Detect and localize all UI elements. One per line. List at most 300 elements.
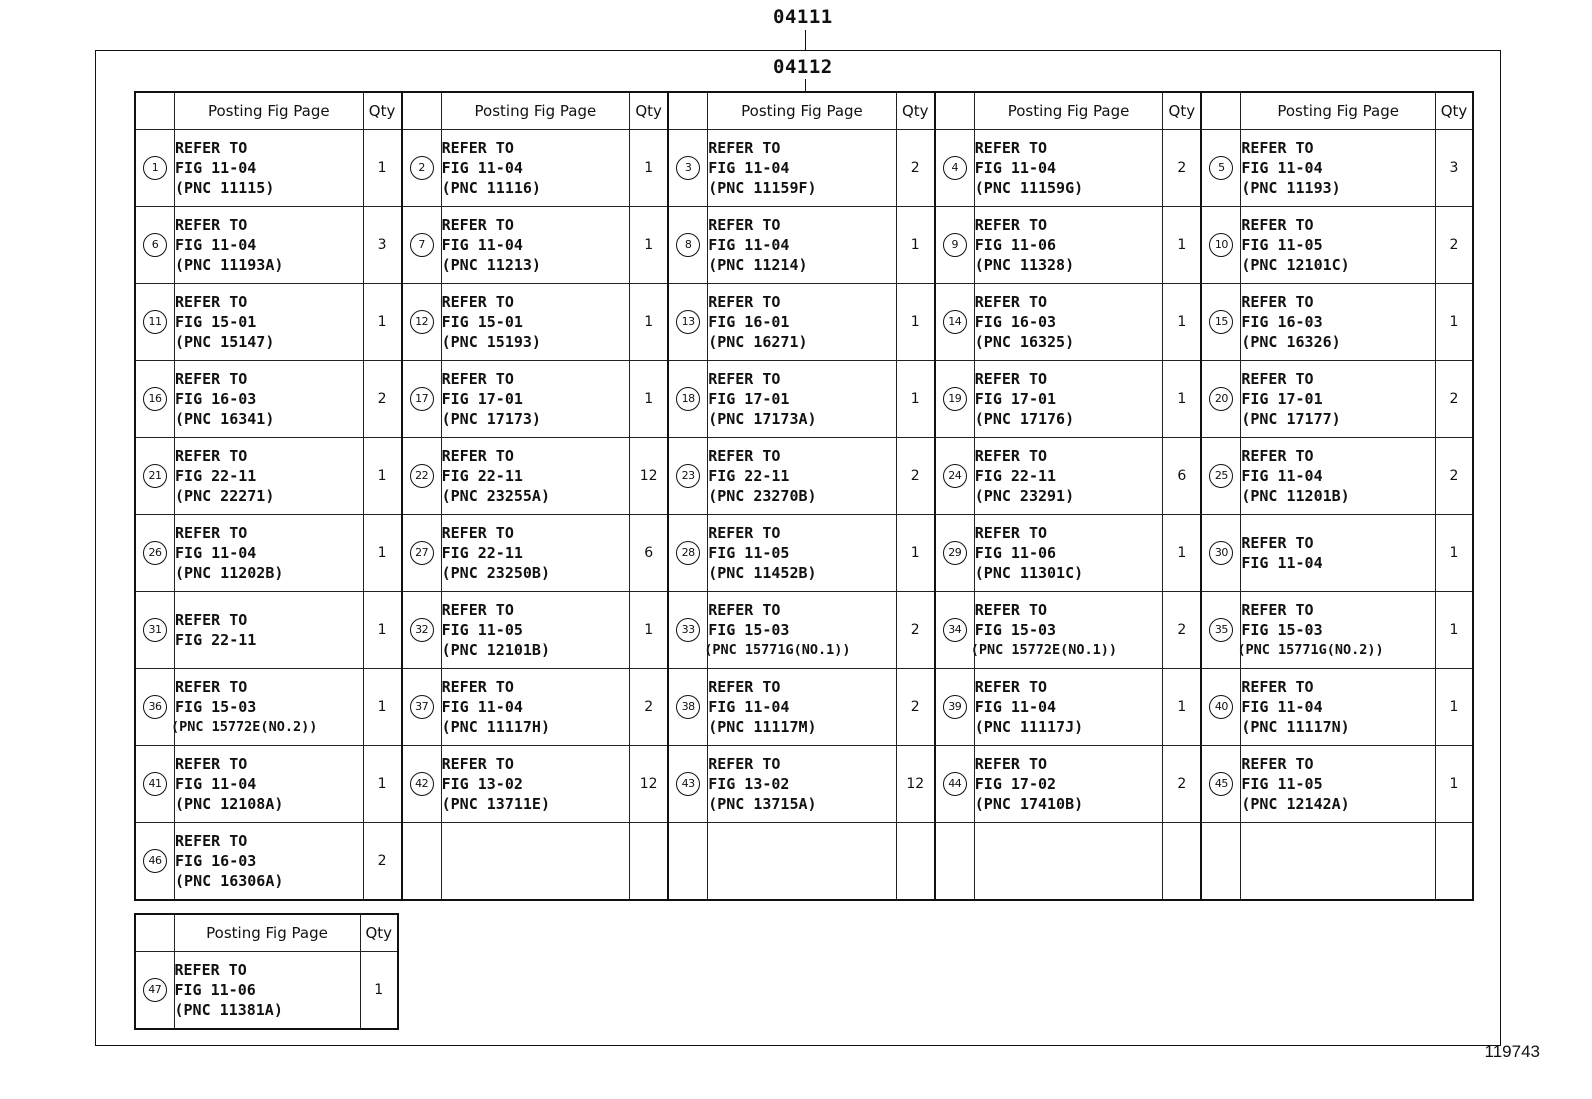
qty-value: 3 xyxy=(377,237,387,253)
qty-cell xyxy=(896,746,935,823)
qty-cell xyxy=(630,284,669,361)
posting-table-extra xyxy=(134,913,399,1030)
qty-value: 2 xyxy=(1177,776,1187,792)
pnc-text: (PNC 12142A) xyxy=(1241,795,1350,813)
fig-page-text: FIG 11-05 xyxy=(708,544,790,562)
posting-reference xyxy=(974,284,1163,361)
item-number xyxy=(135,669,175,746)
posting-reference xyxy=(175,746,364,823)
item-number-badge: 30 xyxy=(1209,541,1233,565)
header-index xyxy=(935,92,975,130)
posting-reference xyxy=(708,823,897,900)
pnc-text: (PNC 17176) xyxy=(974,410,1075,428)
posting-reference xyxy=(441,130,630,207)
pnc-text: (PNC 15193) xyxy=(441,333,541,351)
posting-reference xyxy=(704,592,897,669)
refer-to-text: REFER TO xyxy=(974,755,1048,773)
posting-reference xyxy=(974,361,1163,438)
pnc-text: (PNC 12101B) xyxy=(441,641,550,659)
item-number-badge: 36 xyxy=(143,695,167,719)
item-number xyxy=(668,669,708,746)
posting-reference xyxy=(974,130,1163,207)
refer-to-text: REFER TO xyxy=(974,139,1048,157)
qty-value: 1 xyxy=(1177,391,1187,407)
refer-to-text: REFER TO xyxy=(441,139,514,157)
table-row xyxy=(135,669,1473,746)
fig-page-text: FIG 16-03 xyxy=(175,851,257,870)
item-number-badge: 2 xyxy=(410,156,434,180)
posting-reference xyxy=(1241,284,1436,361)
pnc-text: (PNC 16326) xyxy=(1241,333,1341,351)
pnc-text: (PNC 11115) xyxy=(175,179,275,197)
item-number-badge: 18 xyxy=(676,387,700,411)
refer-to-text: REFER TO xyxy=(174,960,247,979)
pnc-text: (PNC 16271) xyxy=(708,333,808,351)
qty-cell xyxy=(1163,361,1202,438)
fig-page-text: FIG 15-03 xyxy=(708,621,790,639)
refer-to-text: REFER TO xyxy=(974,524,1048,542)
pnc-text: (PNC 11328) xyxy=(974,256,1075,274)
item-number-badge: 43 xyxy=(676,772,700,796)
refer-to-text: REFER TO xyxy=(1241,447,1314,465)
qty-value: 1 xyxy=(910,391,920,407)
item-number-badge: 40 xyxy=(1209,695,1233,719)
table-row xyxy=(135,823,1473,900)
item-number xyxy=(668,438,708,515)
qty-value: 1 xyxy=(644,160,654,176)
fig-page-text: FIG 11-04 xyxy=(441,159,523,177)
item-number xyxy=(1201,438,1241,515)
item-number-badge: 5 xyxy=(1209,156,1233,180)
item-number-badge: 34 xyxy=(943,618,967,642)
qty-value: 2 xyxy=(1177,622,1187,638)
item-number xyxy=(668,284,708,361)
header-posting: Posting Fig Page xyxy=(708,92,897,130)
qty-cell xyxy=(363,515,402,592)
qty-value: 1 xyxy=(644,391,654,407)
item-number xyxy=(135,361,175,438)
qty-value: 1 xyxy=(377,545,387,561)
qty-value: 12 xyxy=(639,776,658,792)
fig-page-text: FIG 17-01 xyxy=(974,390,1057,408)
posting-reference xyxy=(974,669,1163,746)
qty-value: 12 xyxy=(906,776,925,792)
item-number-badge: 17 xyxy=(410,387,434,411)
qty-value: 1 xyxy=(1177,699,1187,715)
qty-value: 1 xyxy=(377,468,387,484)
qty-cell xyxy=(896,130,935,207)
qty-cell xyxy=(896,438,935,515)
table-row xyxy=(135,361,1473,438)
item-number-badge: 6 xyxy=(143,233,167,257)
qty-value: 1 xyxy=(1177,545,1187,561)
item-number xyxy=(135,592,175,669)
qty-value: 12 xyxy=(639,468,658,484)
fig-page-text: FIG 15-01 xyxy=(175,313,257,331)
qty-value: 1 xyxy=(377,314,387,330)
item-number-badge: 37 xyxy=(410,695,434,719)
refer-to-text: REFER TO xyxy=(175,139,248,157)
posting-reference xyxy=(708,361,897,438)
table-row xyxy=(135,515,1473,592)
refer-to-text: REFER TO xyxy=(175,293,248,311)
qty-value: 1 xyxy=(910,237,920,253)
fig-page-text: FIG 11-06 xyxy=(974,236,1057,254)
item-number-badge: 42 xyxy=(410,772,434,796)
qty-cell xyxy=(1435,592,1473,669)
posting-reference xyxy=(1241,438,1436,515)
qty-value: 6 xyxy=(644,545,654,561)
item-number xyxy=(668,515,708,592)
item-number xyxy=(135,952,174,1029)
item-number xyxy=(402,130,442,207)
fig-page-text: FIG 16-03 xyxy=(974,313,1057,331)
fig-page-text: FIG 13-02 xyxy=(441,775,523,793)
item-number xyxy=(1201,361,1241,438)
qty-value: 1 xyxy=(377,776,387,792)
qty-cell xyxy=(1435,361,1473,438)
item-number xyxy=(935,823,975,900)
fig-page-text: FIG 11-04 xyxy=(708,236,790,254)
pnc-text: (PNC 13711E) xyxy=(441,795,550,813)
posting-reference xyxy=(175,515,364,592)
posting-reference xyxy=(174,952,360,1029)
qty-value: 2 xyxy=(1449,237,1459,253)
pnc-text: (PNC 15772E(NO.2)) xyxy=(171,719,318,735)
fig-page-text: FIG 15-03 xyxy=(1241,621,1323,639)
qty-cell xyxy=(1163,592,1202,669)
refer-to-text: REFER TO xyxy=(1241,755,1314,773)
item-number xyxy=(1201,669,1241,746)
qty-value: 1 xyxy=(644,237,654,253)
qty-cell xyxy=(630,438,669,515)
posting-reference xyxy=(441,592,630,669)
qty-cell xyxy=(896,823,935,900)
qty-cell xyxy=(363,438,402,515)
pnc-text: (PNC 17410B) xyxy=(974,795,1084,813)
qty-cell xyxy=(363,361,402,438)
item-number-badge: 41 xyxy=(143,772,167,796)
posting-reference xyxy=(974,207,1163,284)
posting-reference xyxy=(441,207,630,284)
refer-to-text: REFER TO xyxy=(708,601,781,619)
item-number xyxy=(402,669,442,746)
posting-reference xyxy=(1241,361,1436,438)
pnc-text: (PNC 11116) xyxy=(441,179,541,197)
refer-to-text: REFER TO xyxy=(175,611,248,629)
item-number xyxy=(1201,284,1241,361)
qty-value: 2 xyxy=(1449,468,1459,484)
qty-cell xyxy=(1435,746,1473,823)
qty-cell xyxy=(1163,823,1202,900)
item-number-badge: 26 xyxy=(143,541,167,565)
item-number-badge: 19 xyxy=(943,387,967,411)
refer-to-text: REFER TO xyxy=(175,447,248,465)
qty-value: 1 xyxy=(644,314,654,330)
fig-page-text: FIG 16-03 xyxy=(175,390,257,408)
refer-to-text: REFER TO xyxy=(974,678,1048,696)
posting-reference xyxy=(441,515,630,592)
refer-to-text: REFER TO xyxy=(1241,534,1314,552)
posting-reference xyxy=(175,130,364,207)
fig-page-text: FIG 11-04 xyxy=(175,775,257,793)
refer-to-text: REFER TO xyxy=(175,755,248,773)
table-row xyxy=(135,284,1473,361)
posting-reference xyxy=(1241,515,1436,592)
posting-reference xyxy=(1241,669,1436,746)
qty-cell xyxy=(896,515,935,592)
qty-cell xyxy=(896,207,935,284)
fig-page-text: FIG 17-01 xyxy=(708,390,790,408)
item-number-badge: 14 xyxy=(943,310,967,334)
pnc-text: (PNC 22271) xyxy=(175,487,275,505)
fig-page-text: FIG 11-05 xyxy=(441,621,523,639)
qty-cell xyxy=(630,515,669,592)
posting-reference xyxy=(970,592,1163,669)
item-number xyxy=(1201,592,1241,669)
qty-cell xyxy=(630,746,669,823)
pnc-text: (PNC 12108A) xyxy=(175,795,284,813)
posting-reference xyxy=(708,438,897,515)
header-index xyxy=(135,914,174,952)
refer-to-text: REFER TO xyxy=(1241,216,1314,234)
item-number-badge: 32 xyxy=(410,618,434,642)
qty-value: 1 xyxy=(377,699,387,715)
header-qty: Qty xyxy=(896,92,935,130)
fig-page-text: FIG 15-03 xyxy=(175,698,257,716)
leader-line-top xyxy=(805,30,806,50)
refer-to-text: REFER TO xyxy=(974,293,1048,311)
pnc-text: (PNC 11159F) xyxy=(708,179,817,197)
table-row xyxy=(135,592,1473,669)
posting-reference xyxy=(441,669,630,746)
fig-page-text: FIG 15-03 xyxy=(974,621,1057,639)
pnc-text: (PNC 15147) xyxy=(175,333,275,351)
item-number-badge: 9 xyxy=(943,233,967,257)
pnc-text: (PNC 13715A) xyxy=(708,795,817,813)
qty-value: 2 xyxy=(910,160,920,176)
fig-page-text: FIG 11-04 xyxy=(1241,554,1323,572)
qty-cell xyxy=(896,592,935,669)
refer-to-text: REFER TO xyxy=(974,447,1048,465)
pnc-text: (PNC 23270B) xyxy=(708,487,817,505)
fig-page-text: FIG 17-02 xyxy=(974,775,1057,793)
posting-reference xyxy=(708,207,897,284)
fig-page-text: FIG 11-04 xyxy=(175,236,257,254)
pnc-text: (PNC 16306A) xyxy=(175,871,284,890)
fig-page-text: FIG 11-04 xyxy=(974,159,1057,177)
refer-to-text: REFER TO xyxy=(708,755,781,773)
pnc-text: (PNC 12101C) xyxy=(1241,256,1350,274)
qty-value: 2 xyxy=(1449,391,1459,407)
qty-cell xyxy=(360,952,398,1029)
qty-cell xyxy=(896,669,935,746)
item-number-badge: 15 xyxy=(1209,310,1233,334)
qty-cell xyxy=(1163,669,1202,746)
item-number-badge: 8 xyxy=(676,233,700,257)
posting-reference xyxy=(708,669,897,746)
qty-cell xyxy=(1163,515,1202,592)
item-number xyxy=(935,207,975,284)
posting-table xyxy=(134,91,1474,901)
fig-page-text: FIG 11-04 xyxy=(175,544,257,562)
refer-to-text: REFER TO xyxy=(708,370,781,388)
posting-reference xyxy=(1237,592,1436,669)
item-number-badge: 12 xyxy=(410,310,434,334)
item-number xyxy=(135,823,175,900)
posting-reference xyxy=(175,592,364,669)
item-number-badge: 39 xyxy=(943,695,967,719)
pnc-text: (PNC 11301C) xyxy=(974,564,1084,582)
qty-value: 1 xyxy=(1177,237,1187,253)
pnc-text: (PNC 11201B) xyxy=(1241,487,1350,505)
item-number-badge: 47 xyxy=(143,978,167,1002)
fig-page-text: FIG 11-04 xyxy=(708,698,790,716)
pnc-text: (PNC 11159G) xyxy=(974,179,1084,197)
fig-page-text: FIG 22-11 xyxy=(708,467,790,485)
pnc-text: (PNC 11117M) xyxy=(708,718,817,736)
item-number xyxy=(135,207,175,284)
refer-to-text: REFER TO xyxy=(708,678,781,696)
item-number xyxy=(668,823,708,900)
refer-to-text: REFER TO xyxy=(441,601,514,619)
item-number-badge: 7 xyxy=(410,233,434,257)
posting-reference xyxy=(175,823,364,900)
pnc-text: (PNC 11117H) xyxy=(441,718,550,736)
posting-reference xyxy=(175,207,364,284)
fig-page-text: FIG 11-06 xyxy=(974,544,1057,562)
qty-value: 2 xyxy=(1177,160,1187,176)
header-posting: Posting Fig Page xyxy=(441,92,630,130)
qty-cell xyxy=(1435,130,1473,207)
item-number-badge: 24 xyxy=(943,464,967,488)
item-number xyxy=(1201,207,1241,284)
pnc-text: (PNC 11452B) xyxy=(708,564,817,582)
header-qty: Qty xyxy=(1435,92,1473,130)
posting-reference xyxy=(708,284,897,361)
fig-page-text: FIG 22-11 xyxy=(441,544,523,562)
refer-to-text: REFER TO xyxy=(175,524,248,542)
refer-to-text: REFER TO xyxy=(1241,601,1314,619)
fig-page-text: FIG 15-01 xyxy=(441,313,523,331)
qty-value: 2 xyxy=(910,468,920,484)
qty-cell xyxy=(363,592,402,669)
qty-value: 3 xyxy=(1449,160,1459,176)
pnc-text: (PNC 15771G(NO.2)) xyxy=(1237,642,1384,658)
fig-page-text: FIG 11-04 xyxy=(441,698,523,716)
refer-to-text: REFER TO xyxy=(1241,370,1314,388)
qty-value: 2 xyxy=(377,391,387,407)
qty-value: 2 xyxy=(910,699,920,715)
table-row xyxy=(135,130,1473,207)
qty-cell xyxy=(1435,515,1473,592)
refer-to-text: REFER TO xyxy=(175,678,248,696)
table-row xyxy=(135,207,1473,284)
qty-cell xyxy=(363,823,402,900)
header-posting: Posting Fig Page xyxy=(175,92,364,130)
item-number xyxy=(935,515,975,592)
item-number-badge: 28 xyxy=(676,541,700,565)
item-number xyxy=(1201,515,1241,592)
pnc-text: (PNC 15771G(NO.1)) xyxy=(704,642,851,658)
item-number-badge: 45 xyxy=(1209,772,1233,796)
item-number xyxy=(935,592,975,669)
item-number-badge: 38 xyxy=(676,695,700,719)
pnc-text: (PNC 11381A) xyxy=(174,1000,283,1019)
header-index xyxy=(668,92,708,130)
item-number-badge: 23 xyxy=(676,464,700,488)
item-number xyxy=(668,592,708,669)
qty-value: 1 xyxy=(377,622,387,638)
qty-value: 1 xyxy=(1177,314,1187,330)
posting-reference xyxy=(974,438,1163,515)
qty-value: 1 xyxy=(1449,545,1459,561)
qty-cell xyxy=(1435,823,1473,900)
fig-page-text: FIG 11-04 xyxy=(441,236,523,254)
refer-to-text: REFER TO xyxy=(441,524,514,542)
posting-reference xyxy=(175,438,364,515)
item-number xyxy=(402,746,442,823)
posting-reference xyxy=(1241,823,1436,900)
qty-value: 1 xyxy=(910,545,920,561)
header-qty: Qty xyxy=(630,92,669,130)
fig-page-text: FIG 22-11 xyxy=(175,467,257,485)
qty-cell xyxy=(363,284,402,361)
refer-to-text: REFER TO xyxy=(441,370,514,388)
qty-value: 1 xyxy=(1449,776,1459,792)
refer-to-text: REFER TO xyxy=(708,524,781,542)
qty-cell xyxy=(363,130,402,207)
header-posting: Posting Fig Page xyxy=(974,92,1163,130)
qty-cell xyxy=(630,823,669,900)
fig-page-text: FIG 11-04 xyxy=(175,159,257,177)
fig-page-text: FIG 11-04 xyxy=(708,159,790,177)
item-number xyxy=(135,746,175,823)
qty-cell xyxy=(1163,746,1202,823)
fig-page-text: FIG 11-06 xyxy=(174,980,256,999)
header-posting: Posting Fig Page xyxy=(1241,92,1436,130)
item-number-badge: 20 xyxy=(1209,387,1233,411)
item-number xyxy=(135,515,175,592)
pnc-text: (PNC 11214) xyxy=(708,256,808,274)
item-number-badge: 44 xyxy=(943,772,967,796)
table-row xyxy=(135,952,398,1029)
item-number-badge: 27 xyxy=(410,541,434,565)
item-number xyxy=(935,746,975,823)
qty-cell xyxy=(630,207,669,284)
refer-to-text: REFER TO xyxy=(441,293,514,311)
refer-to-text: REFER TO xyxy=(974,601,1048,619)
qty-cell xyxy=(896,361,935,438)
qty-cell xyxy=(1163,284,1202,361)
posting-reference xyxy=(441,823,630,900)
refer-to-text: REFER TO xyxy=(708,139,781,157)
item-number xyxy=(1201,746,1241,823)
item-number xyxy=(668,746,708,823)
qty-value: 1 xyxy=(1449,314,1459,330)
refer-to-text: REFER TO xyxy=(175,370,248,388)
item-number xyxy=(402,592,442,669)
fig-page-text: FIG 11-04 xyxy=(974,698,1057,716)
fig-page-text: FIG 11-05 xyxy=(1241,775,1323,793)
fig-page-text: FIG 11-04 xyxy=(1241,467,1323,485)
refer-to-text: REFER TO xyxy=(1241,293,1314,311)
refer-to-text: REFER TO xyxy=(708,216,781,234)
qty-cell xyxy=(896,284,935,361)
fig-page-text: FIG 11-05 xyxy=(1241,236,1323,254)
item-number xyxy=(402,823,442,900)
qty-cell xyxy=(1163,207,1202,284)
